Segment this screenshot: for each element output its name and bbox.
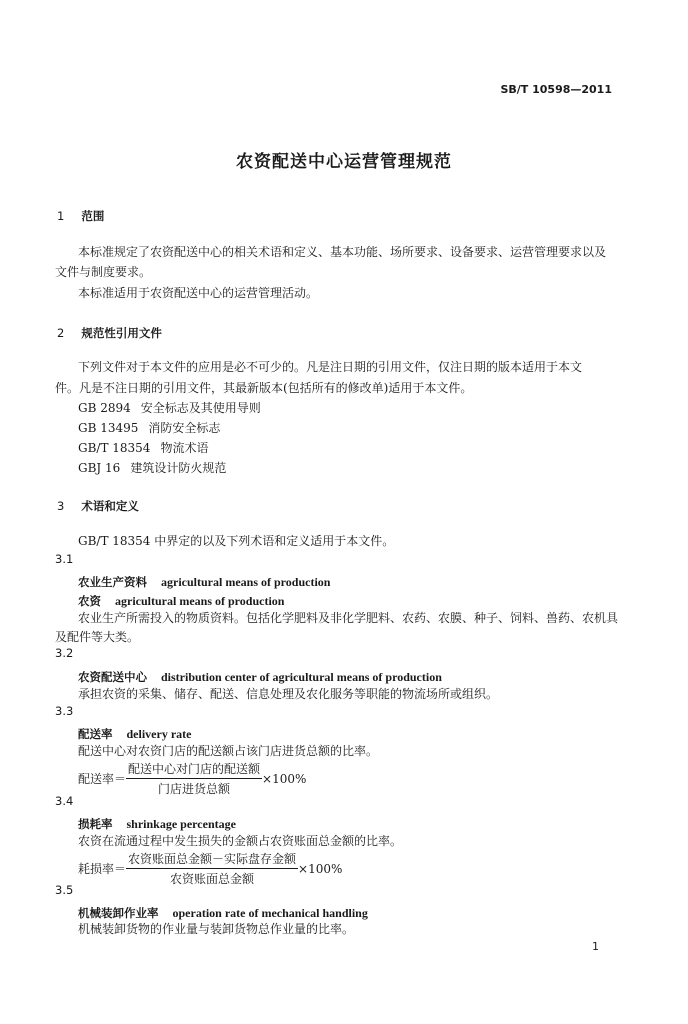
term-en: agricultural means of production — [115, 594, 285, 608]
reference-item — [78, 419, 220, 436]
term-entry — [78, 666, 442, 685]
paragraph: 件。凡是不注日期的引用文件，其最新版本(包括所有的修改单)适用于本文件。 — [55, 381, 473, 395]
reference-code: GB 13495 — [78, 421, 139, 435]
paragraph: GB/T 18354 中界定的以及下列术语和定义适用于本文件。 — [78, 534, 395, 548]
definition: 农业生产所需投入的物质资料。包括化学肥料及非化学肥料、农药、农膜、种子、饲料、兽药、农机具 — [78, 611, 619, 625]
term-entry — [78, 902, 368, 921]
term-zh: 农资 — [78, 594, 101, 608]
formula-multiplier: ×100% — [262, 771, 307, 786]
reference-item — [78, 459, 226, 476]
reference-title: 建筑设计防火规范 — [130, 461, 227, 475]
term-en: shrinkage percentage — [126, 817, 236, 831]
term-en: agricultural means of production — [161, 575, 331, 589]
reference-code: GB 2894 — [78, 401, 131, 415]
denominator: 农资账面总金额 — [170, 872, 255, 886]
term-zh: 配送率 — [78, 727, 113, 741]
page-number: 1 — [592, 940, 599, 953]
term-zh: 农业生产资料 — [78, 575, 147, 589]
term-entry — [78, 813, 236, 832]
paragraph: 本标准适用于农资配送中心的运营管理活动。 — [78, 286, 319, 300]
reference-item — [78, 399, 261, 416]
formula-lhs: 配送率＝ — [78, 772, 127, 786]
definition: 机械装卸货物的作业量与装卸货物总作业量的比率。 — [78, 922, 355, 936]
clause-number: 3.3 — [55, 704, 74, 718]
clause-number: 3.5 — [55, 883, 74, 897]
term-en: distribution center of agricultural means of production — [161, 670, 442, 684]
document-title: 农资配送中心运营管理规范 — [236, 152, 452, 172]
section-1-heading — [57, 205, 104, 224]
numerator: 农资账面总金额－实际盘存金额 — [126, 850, 298, 869]
section-title: 规范性引用文件 — [81, 326, 162, 340]
term-zh: 损耗率 — [78, 817, 113, 831]
paragraph: 下列文件对于本文件的应用是必不可少的。凡是注日期的引用文件，仅注日期的版本适用于本文 — [78, 360, 583, 374]
fraction — [126, 850, 298, 887]
paragraph: 文件与制度要求。 — [55, 265, 152, 279]
paragraph: 本标准规定了农资配送中心的相关术语和定义、基本功能、场所要求、设备要求、运营管理要求以及 — [78, 245, 607, 259]
definition: 配送中心对农资门店的配送额占该门店进货总额的比率。 — [78, 744, 379, 758]
section-2-heading — [57, 322, 162, 341]
definition: 承担农资的采集、储存、配送、信息处理及农化服务等职能的物流场所或组织。 — [78, 687, 499, 701]
denominator: 门店进货总额 — [158, 782, 231, 796]
clause-number: 3.1 — [55, 552, 74, 566]
numerator: 配送中心对门店的配送额 — [126, 760, 262, 779]
term-entry — [78, 571, 330, 590]
reference-code: GBJ 16 — [78, 461, 121, 475]
reference-title: 物流术语 — [160, 441, 209, 455]
term-en: operation rate of mechanical handling — [172, 906, 368, 920]
formula-delivery-rate — [78, 760, 306, 797]
reference-title: 安全标志及其使用导则 — [140, 401, 261, 415]
reference-title: 消防安全标志 — [148, 421, 221, 435]
definition: 及配件等大类。 — [55, 630, 140, 644]
term-zh: 机械装卸作业率 — [78, 906, 159, 920]
section-title: 术语和定义 — [81, 499, 139, 513]
reference-item — [78, 439, 208, 456]
section-3-heading — [57, 495, 139, 514]
clause-number: 3.4 — [55, 794, 74, 808]
standard-number: SB/T 10598—2011 — [500, 83, 612, 96]
section-number: 1 — [57, 209, 65, 223]
term-entry — [78, 590, 284, 609]
clause-number: 3.2 — [55, 646, 74, 660]
term-entry — [78, 723, 191, 742]
formula-multiplier: ×100% — [298, 861, 343, 876]
formula-lhs: 耗损率＝ — [78, 862, 127, 876]
section-number: 3 — [57, 499, 65, 513]
fraction — [126, 760, 262, 797]
reference-code: GB/T 18354 — [78, 441, 151, 455]
term-zh: 农资配送中心 — [78, 670, 147, 684]
formula-shrinkage — [78, 850, 342, 887]
term-en: delivery rate — [126, 727, 192, 741]
definition: 农资在流通过程中发生损失的金额占农资账面总金额的比率。 — [78, 834, 403, 848]
section-number: 2 — [57, 326, 65, 340]
section-title: 范围 — [81, 209, 105, 223]
